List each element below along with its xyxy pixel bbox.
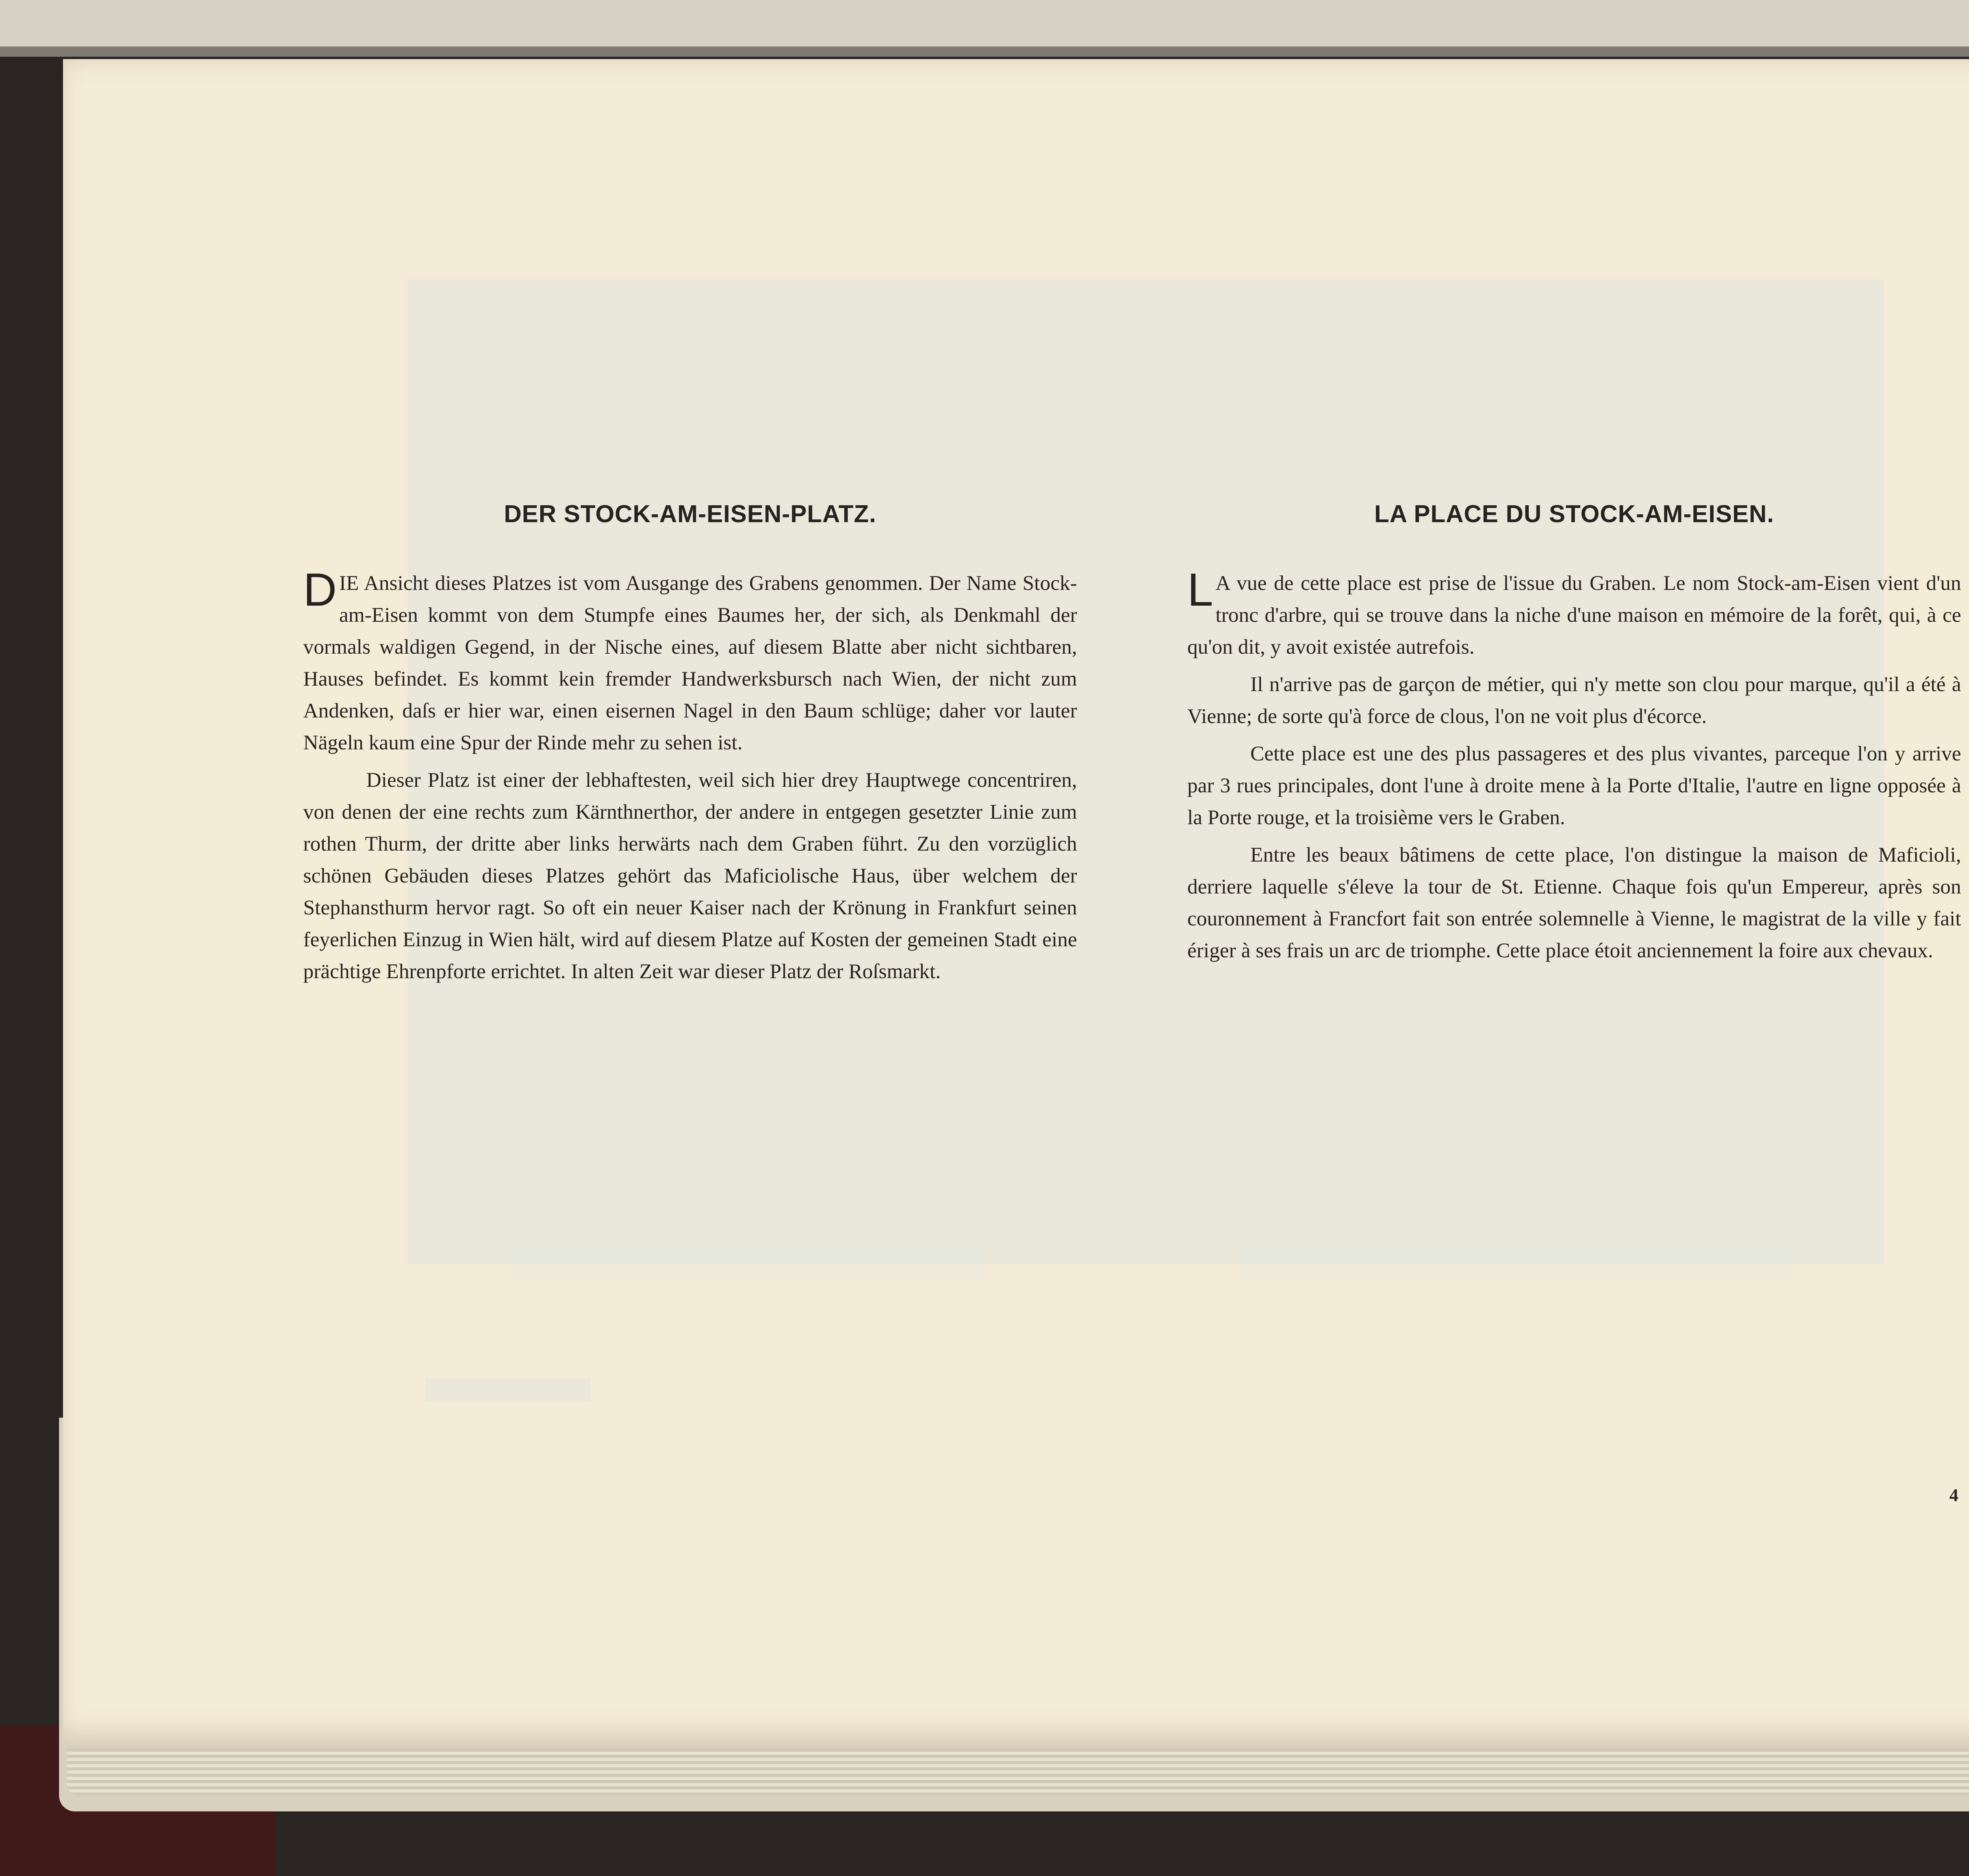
- german-dropcap: D: [303, 564, 337, 616]
- show-through-caption-right: [1240, 1248, 1792, 1280]
- french-paragraph-3: Cette place est une des plus passageres et des plus vivantes, parceque l'on y arrive par 3 rues principales, dont l'une à droite mene à la Porte d'Italie, l'autre en ligne opposée à la Porte rouge, et la troisième vers le Graben.: [1187, 742, 1961, 829]
- french-paragraph-1: [1187, 564, 1961, 663]
- french-paragraph-1-text: A vue de cette place est prise de l'issue du Graben. Le nom Stock-am-Eisen vient d'un tronc d'arbre, qui se trouve dans la niche d'une maison en mémoire de la forêt, qui, à ce qu'on dit, y avoit existée autrefois.: [1187, 572, 1961, 658]
- french-column: [1187, 500, 1961, 967]
- previous-page-edge: [0, 0, 1969, 47]
- page-fold-shadow: [0, 46, 1969, 57]
- show-through-caption-left: [512, 1248, 984, 1280]
- show-through-credit: [425, 1378, 591, 1402]
- german-column: [303, 500, 1077, 988]
- french-paragraph-4: Entre les beaux bâtimens de cette place, l'on distingue la maison de Maficioli, derriere laquelle s'éleve la tour de St. Etienne. Chaque fois qu'un Empereur, après son couronnement à Francfort fait son entrée solemnelle à Vienne, le magistrat de la ville y fait ériger à ses frais un arc de triomphe. Cette place étoit anciennement la foire aux chevaux.: [1187, 843, 1961, 962]
- german-heading: DER STOCK-AM-EISEN-PLATZ.: [504, 501, 877, 528]
- german-paragraph-2: Dieser Platz ist einer der lebhaftesten, weil sich hier drey Hauptwege concentriren, von denen der eine rechts zum Kärnthnerthor, der andere in entgegen gesetzter Linie zum rothen Thurm, der dritte aber links herwärts nach dem Graben führt. Zu den vorzüglich schönen Gebäuden dieses Platzes gehört das Maficiolische Haus, über welchem der Stephansthurm hervor ragt. So oft ein neuer Kaiser nach der Krönung in Frankfurt seinen feyerlichen Einzug in Wien hält, wird auf diesem Platze auf Kosten der gemeinen Stadt eine prächtige Ehrenpforte errichtet. In alten Zeit war dieser Platz der Roſsmarkt.: [303, 769, 1077, 983]
- page-number: 4: [1949, 1485, 1958, 1505]
- german-paragraph-1: [303, 564, 1077, 759]
- french-dropcap: L: [1187, 564, 1213, 616]
- german-paragraph-1-text: IE Ansicht dieses Platzes ist vom Ausgange des Grabens genommen. Der Name Stock-am-Eisen kommt von dem Stumpfe eines Baumes her, der sich, als Denkmahl der vormals waldigen Gegend, in der Nische eines, auf diesem Blatte aber nicht sichtbaren, Hauses befindet. Es kommt kein fremder Handwerksbursch nach Wien, der nicht zum Andenken, daſs er hier war, einen eisernen Nagel in den Baum schlüge; daher vor lauter Nägeln kaum eine Spur der Rinde mehr zu sehen ist.: [303, 572, 1077, 754]
- french-paragraph-2: Il n'arrive pas de garçon de métier, qui n'y mette son clou pour marque, qu'il a été à Vienne; de sorte qu'à force de clous, l'on ne voit plus d'écorce.: [1187, 673, 1961, 728]
- page-edges: [67, 1748, 1969, 1796]
- french-heading: LA PLACE DU STOCK-AM-EISEN.: [1374, 501, 1774, 528]
